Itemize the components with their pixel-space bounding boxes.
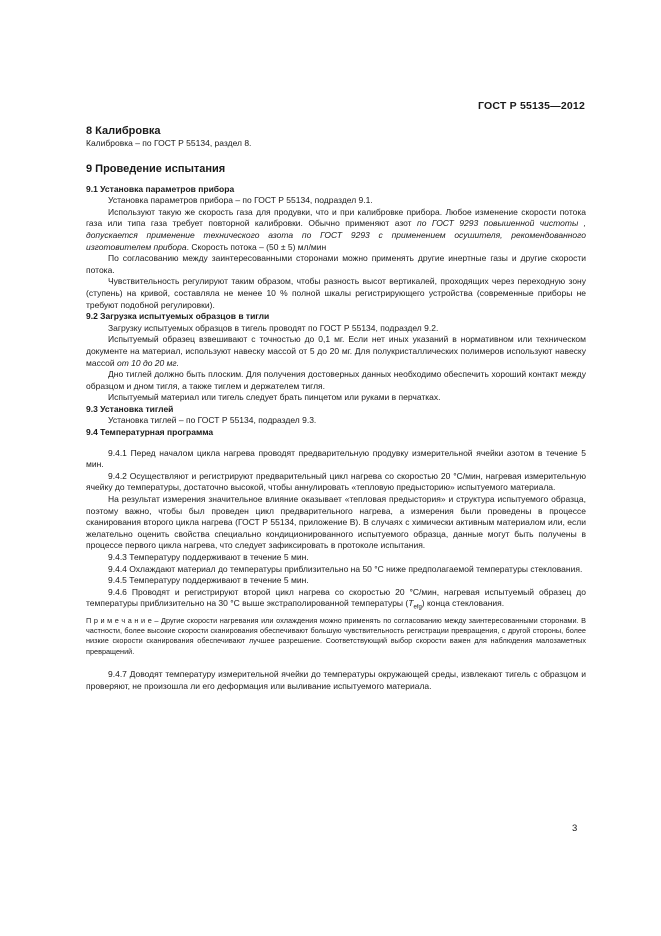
standard-header: ГОСТ Р 55135—2012 bbox=[477, 100, 585, 112]
temperature-symbol: T bbox=[408, 598, 414, 609]
paragraph-9-4-2: 9.4.2 Осуществляют и регистрируют предварительный цикл нагрева со скоростью 20 °С/мин, нагревая измерительную ячейку до температуры, достаточно высокой, чтобы аннулировать «тепловую предысторию» испытуемого материала. bbox=[86, 470, 586, 493]
section-9-title: 9 Проведение испытания bbox=[86, 162, 226, 175]
paragraph-9-1-2-italic: по ГОСТ 9293 повышенной чистоты , допускается применение технического азота по ГОСТ 9293 с применением осушителя, рекомендованного изготовителем прибора bbox=[86, 218, 586, 252]
paragraph-9-2-1: Загрузку испытуемых образцов в тигель проводят по ГОСТ Р 55134, подраздел 9.2. bbox=[108, 322, 439, 333]
paragraph-9-4-5: 9.4.5 Температуру поддерживают в течение 5 мин. bbox=[108, 575, 309, 586]
paragraph-9-2-2-a: Испытуемый образец взвешивают с точностью до 0,1 мг. Если нет иных указаний в нормативном или техническом документе на материал, используют навеску массой от 5 до 20 мг. Для полукристаллических полимеров используют навеску массой bbox=[86, 334, 586, 368]
temperature-subscript: efg bbox=[413, 605, 422, 612]
section-8-title: 8 Калибровка bbox=[86, 125, 161, 137]
paragraph-9-1-2-c: . Скорость потока – (50 ± 5) мл/мин bbox=[186, 241, 327, 252]
subsection-9-4-title: 9.4 Температурная программа bbox=[86, 427, 214, 438]
note-text: Другие скорости нагревания или охлаждения можно применять по согласованию между заинтересованными сторонами. В частности, более высокие скорости сканирования обеспечивают большую чувствительность регистрации превращения, с другой стороны, более низкие скорости сканирования обеспечивают лучшее разрешение. Соответствующий выбор скорости важен для наблюдения малозаметных превращений. bbox=[86, 615, 587, 656]
spacer bbox=[86, 439, 586, 448]
paragraph-9-1-2-a: Используют такую же скорость газа для продувки, что и при калибровке прибора. Любое изменение скорости потока газа или типа газа требует повторной калибровки. Обычно применяют азот bbox=[86, 206, 586, 229]
paragraph-9-3-1: Установка тиглей – по ГОСТ Р 55134, подраздел 9.3. bbox=[108, 415, 317, 426]
paragraph-9-2-2-italic: от 10 до 20 мг. bbox=[117, 357, 179, 368]
paragraph-9-4-1: 9.4.1 Перед началом цикла нагрева проводят предварительную продувку измерительной ячейки азотом в течение 5 мин. bbox=[86, 447, 586, 470]
paragraph-9-2-2 bbox=[86, 334, 586, 369]
paragraph-9-4-2-continued: На результат измерения значительное влияние оказывает «тепловая предыстория» и структура испытуемого образца, поэтому важно, чтобы был проведен цикл предварительного нагрева, а измерения были проведены в процессе сканирования второго цикла нагрева (ГОСТ Р 55134, приложение В). В случаях с химически активным материалом или, если желательно оценить свойства специально кондиционированного испытуемого образца, данные могут быть получены в процессе первого цикла нагрева, что следует зафиксировать в протоколе испытания. bbox=[86, 494, 586, 551]
paragraph-9-4-6-a: 9.4.6 Проводят и регистрируют второй цикл нагрева со скоростью 20 °С/мин, нагревая испытуемый образец до температуры приблизительно на 30 °С выше экстраполированной температуры ( bbox=[86, 586, 586, 609]
paragraph-9-1-2 bbox=[86, 207, 586, 253]
subsection-9-2-title: 9.2 Загрузка испытуемых образцов в тигли bbox=[86, 311, 270, 322]
paragraph-9-4-3: 9.4.3 Температуру поддерживают в течение 5 мин. bbox=[108, 552, 309, 562]
paragraph-9-4-6 bbox=[86, 587, 586, 615]
page-number: 3 bbox=[572, 823, 578, 834]
paragraph-9-1-1: Установка параметров прибора – по ГОСТ Р 55134, подраздел 9.1. bbox=[108, 195, 373, 206]
paragraph-9-4-7: 9.4.7 Доводят температуру измерительной ячейки до температуры окружающей среды, извлекают тигель с образцом и проверяют, не произошла ли его деформация или выливание испытуемого материала. bbox=[86, 669, 586, 691]
subsection-9-1-title: 9.1 Установка параметров прибора bbox=[86, 183, 235, 194]
section-8-paragraph: Калибровка – по ГОСТ Р 55134, раздел 8. bbox=[86, 138, 252, 148]
paragraph-9-1-4: Чувствительность регулируют таким образом, чтобы разность высот вертикалей, проходящих через переходную зону (ступень) на кривой, составляла не менее 10 % полной шкалы регистрирующего устройства (современные приборы не требуют подобной регулировки). bbox=[86, 276, 586, 310]
document-body bbox=[86, 124, 586, 692]
paragraph-9-4-6-b: ) конца стеклования. bbox=[421, 598, 505, 609]
paragraph-9-2-3: Дно тиглей должно быть плоским. Для получения достоверных данных необходимо обеспечить хороший контакт между образцом и дном тигля, а также тиглем и держателем тигля. bbox=[86, 369, 586, 391]
note-block bbox=[86, 616, 586, 658]
subsection-9-3-title: 9.3 Установка тиглей bbox=[86, 403, 174, 414]
paragraph-9-2-4: Испытуемый материал или тигель следует брать пинцетом или руками в перчатках. bbox=[108, 392, 441, 403]
spacer bbox=[86, 657, 586, 669]
paragraph-9-4-4: 9.4.4 Охлаждают материал до температуры приблизительно на 50 °С ниже предполагаемой температуры стеклования. bbox=[108, 563, 583, 574]
paragraph-9-1-3: По согласованию между заинтересованными сторонами можно применять другие инертные газы и другие скорости потока. bbox=[86, 253, 586, 275]
note-label: П р и м е ч а н и е – bbox=[86, 615, 159, 625]
